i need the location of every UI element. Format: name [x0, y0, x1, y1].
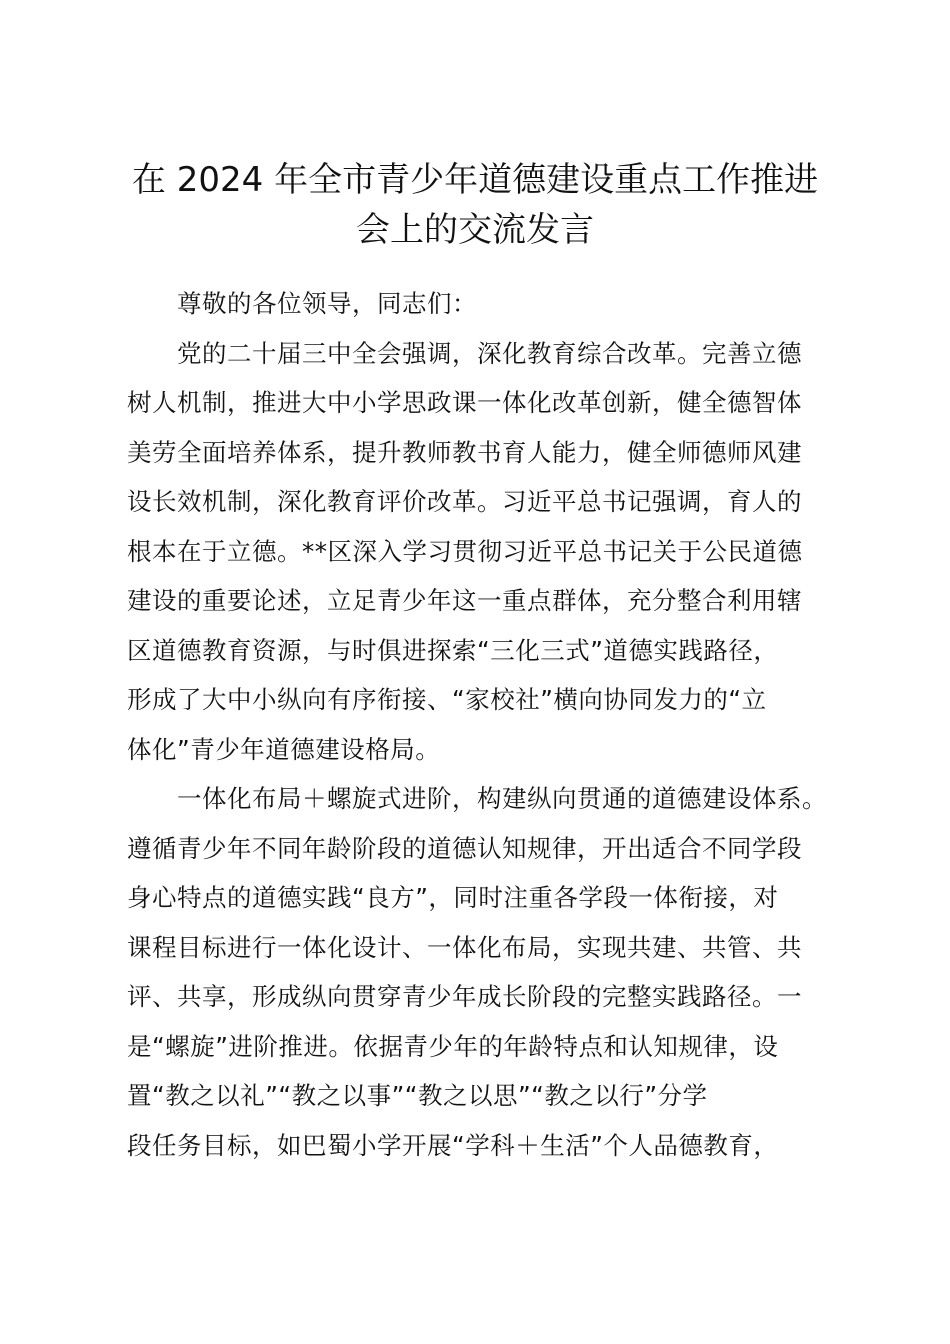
title-line-1: 在 2024 年全市青少年道德建设重点工作推进	[131, 160, 819, 200]
paragraph-1-line: 区道德教育资源，与时俱进探索“三化三式”道德实践路径，	[127, 635, 779, 665]
paragraph-1-line: 美劳全面培养体系，提升教师教书育人能力，健全师德师风建	[127, 437, 802, 467]
paragraph-2-line: 置“教之以礼”“教之以事”“教之以思”“教之以行”分学	[127, 1081, 708, 1110]
paragraph-2-line: 课程目标进行一体化设计、一体化布局，实现共建、共管、共	[127, 932, 802, 962]
paragraph-1-line: 树人机制，推进大中小学思政课一体化改革创新，健全德智体	[127, 388, 802, 417]
paragraph-2-line: 身心特点的道德实践“良方”，同时注重各学段一体衔接，对	[127, 883, 779, 912]
paragraph-2-line: 一体化布局＋螺旋式进阶，构建纵向贯通的道德建设体系。	[177, 784, 827, 813]
paragraph-2-line: 遵循青少年不同年龄阶段的道德认知规律，开出适合不同学段	[127, 833, 802, 863]
paragraph-2-line: 是“螺旋”进阶推进。依据青少年的年龄特点和认知规律，设	[127, 1031, 779, 1061]
paragraph-1-line: 建设的重要论述，立足青少年这一重点群体，充分整合利用辖	[127, 586, 802, 615]
paragraph-1-line: 根本在于立德。**区深入学习贯彻习近平总书记关于公民道德	[127, 536, 803, 566]
paragraph-1-line: 党的二十届三中全会强调，深化教育综合改革。完善立德	[177, 338, 802, 368]
paragraph-2-line: 段任务目标，如巴蜀小学开展“学科＋生活”个人品德教育，	[127, 1130, 779, 1160]
paragraph-1-line: 形成了大中小纵向有序衔接、“家校社”横向协同发力的“立	[127, 685, 767, 714]
title-line-2: 会上的交流发言	[356, 210, 594, 250]
paragraph-1-line: 体化”青少年道德建设格局。	[127, 734, 441, 764]
document-title	[100, 155, 850, 255]
paragraph-1-line: 设长效机制，深化教育评价改革。习近平总书记强调，育人的	[127, 487, 802, 516]
salutation: 尊敬的各位领导，同志们：	[177, 289, 477, 318]
document-body	[127, 279, 835, 1170]
paragraph-2-line: 评、共享，形成纵向贯穿青少年成长阶段的完整实践路径。一	[127, 982, 802, 1011]
